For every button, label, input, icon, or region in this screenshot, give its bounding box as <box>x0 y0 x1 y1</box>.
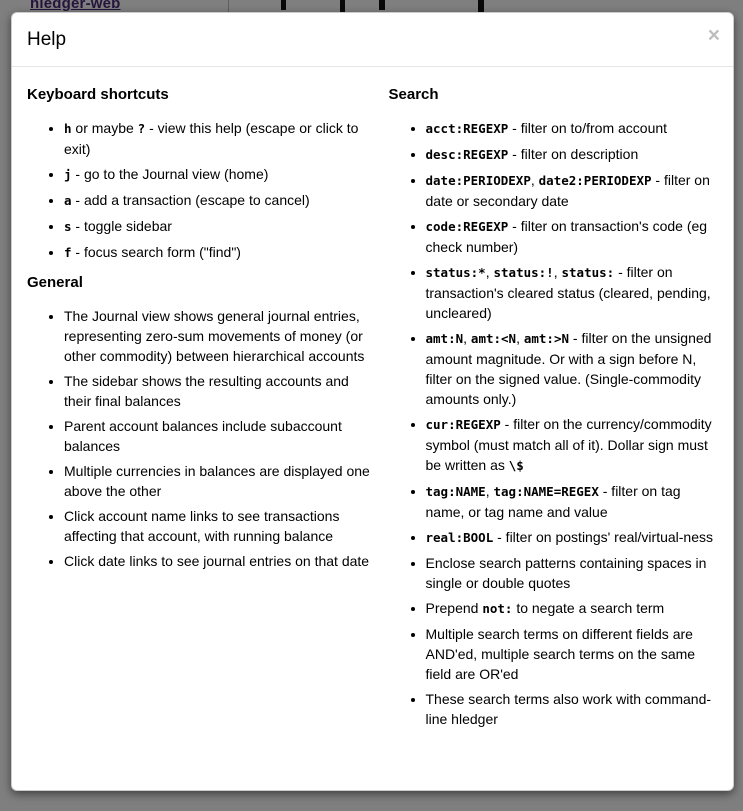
list-item: • date:PERIODEXP, date2:PERIODEXP - filter on date or secondary date <box>426 170 719 211</box>
code-token: date2:PERIODEXP <box>538 173 652 188</box>
list-item: • Parent account balances include subaccount balances <box>64 416 373 456</box>
code-token: h <box>64 121 72 136</box>
list-item: • cur:REGEXP - filter on the currency/commodity symbol (must match all of it). Dollar sign must be written as \$ <box>426 414 719 476</box>
section-heading: Search <box>388 86 439 103</box>
help-list <box>27 118 373 263</box>
list-item: • Enclose search patterns containing spaces in single or double quotes <box>426 553 719 593</box>
list-item: • real:BOOL - filter on postings' real/virtual-ness <box>426 527 719 548</box>
code-token: \$ <box>508 458 524 473</box>
help-list <box>27 306 373 571</box>
list-item: • j - go to the Journal view (home) <box>64 164 373 185</box>
list-item: • desc:REGEXP - filter on description <box>426 144 719 165</box>
code-token: s <box>64 219 72 234</box>
code-token: status:! <box>493 265 554 280</box>
list-item: • acct:REGEXP - filter on to/from account <box>426 118 719 139</box>
section-heading: Keyboard shortcuts <box>27 86 169 103</box>
list-item: • h or maybe ? - view this help (escape or click to exit) <box>64 118 373 159</box>
help-section <box>27 273 373 571</box>
modal-title: Help <box>27 29 67 50</box>
list-item: • a - add a transaction (escape to cancel) <box>64 190 373 211</box>
code-token: acct:REGEXP <box>425 121 509 136</box>
code-token: status: <box>561 265 615 280</box>
help-list <box>389 118 719 729</box>
code-token: code:REGEXP <box>425 219 509 234</box>
code-token: amt:>N <box>523 331 570 346</box>
list-item: • amt:N, amt:<N, amt:>N - filter on the unsigned amount magnitude. Or with a sign before N, filter on the signed value. (Single-commodity amounts only.) <box>426 328 719 409</box>
list-item: • Click date links to see journal entries on that date <box>64 551 373 571</box>
modal-body <box>12 67 733 754</box>
help-column-left <box>27 82 373 739</box>
code-token: desc:REGEXP <box>425 147 509 162</box>
section-heading: General <box>27 274 83 291</box>
code-token: a <box>64 193 72 208</box>
list-item: • Click account name links to see transactions affecting that account, with running balance <box>64 506 373 546</box>
help-columns <box>27 82 718 739</box>
list-item: • The sidebar shows the resulting accounts and their final balances <box>64 371 373 411</box>
list-item: • s - toggle sidebar <box>64 216 373 237</box>
help-modal <box>11 12 734 791</box>
code-token: date:PERIODEXP <box>425 173 531 188</box>
code-token: amt:N <box>425 331 464 346</box>
help-column-right <box>373 82 719 739</box>
code-token: f <box>64 245 72 260</box>
help-section <box>27 85 373 263</box>
code-token: real:BOOL <box>425 530 494 545</box>
modal-header <box>12 13 733 67</box>
code-token: status:* <box>425 265 486 280</box>
list-item: • tag:NAME, tag:NAME=REGEX - filter on tag name, or tag name and value <box>426 481 719 522</box>
code-token: tag:NAME=REGEX <box>493 484 599 499</box>
code-token: cur:REGEXP <box>425 417 501 432</box>
list-item: • The Journal view shows general journal entries, representing zero-sum movements of money (or other commodity) between hierarchical accounts <box>64 306 373 366</box>
list-item: • code:REGEXP - filter on transaction's code (eg check number) <box>426 216 719 257</box>
list-item: • Prepend not: to negate a search term <box>426 598 719 619</box>
code-token: ? <box>137 121 146 136</box>
list-item: • These search terms also work with command-line hledger <box>426 689 719 729</box>
help-section <box>389 85 719 729</box>
code-token: tag:NAME <box>425 484 486 499</box>
code-token: amt:<N <box>470 331 517 346</box>
list-item: • f - focus search form ("find") <box>64 242 373 263</box>
list-item: • Multiple currencies in balances are displayed one above the other <box>64 461 373 501</box>
close-icon[interactable]: × <box>707 24 720 47</box>
code-token: j <box>64 167 72 182</box>
list-item: • status:*, status:!, status: - filter on transaction's cleared status (cleared, pending, uncleared) <box>426 262 719 323</box>
list-item: • Multiple search terms on different fields are AND'ed, multiple search terms on the same field are OR'ed <box>426 624 719 684</box>
code-token: not: <box>482 601 513 616</box>
